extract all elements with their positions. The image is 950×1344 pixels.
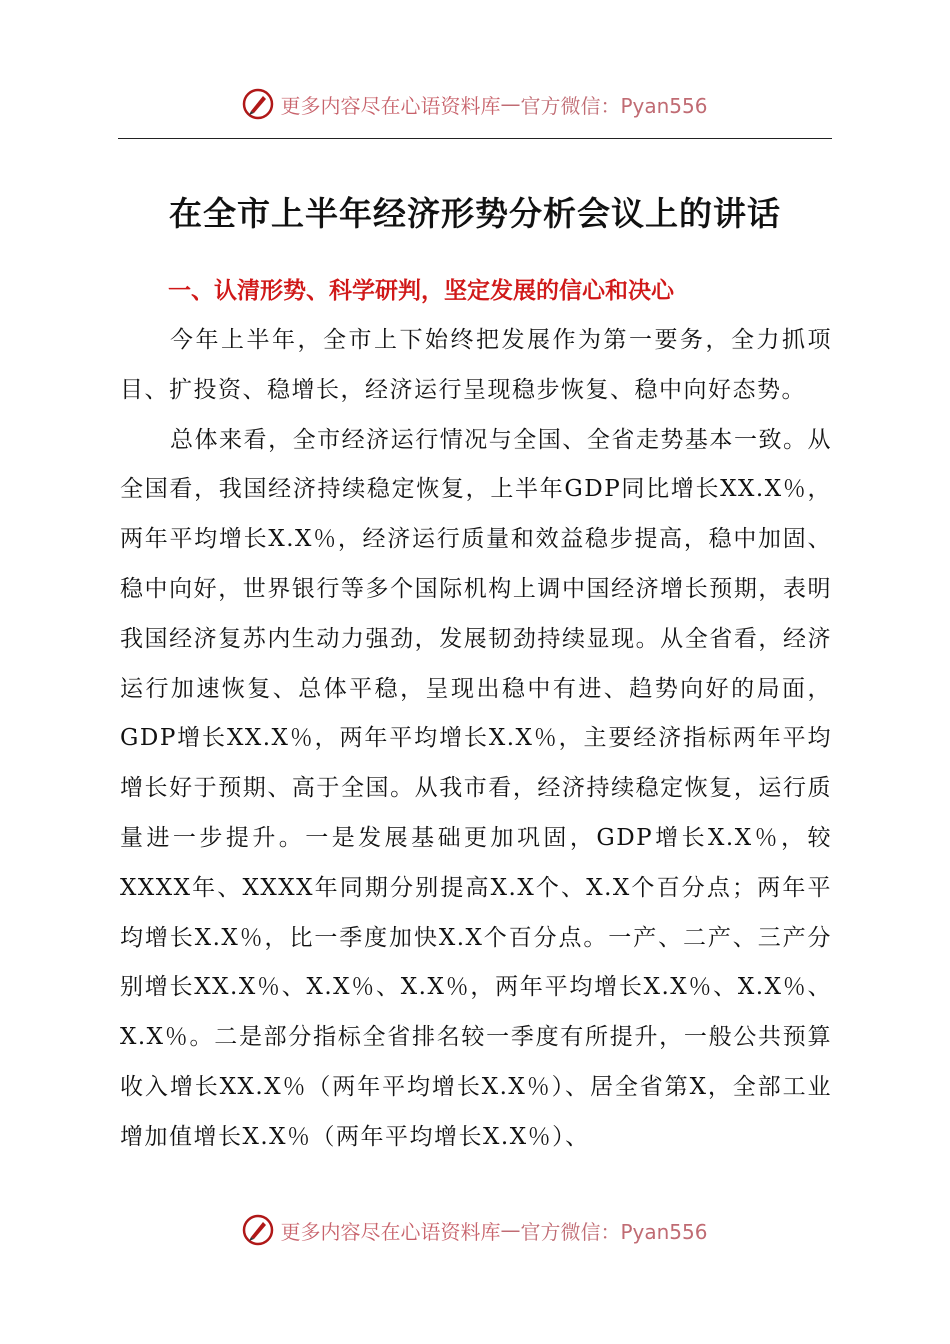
watermark-dash: — — [500, 1218, 521, 1242]
document-body — [120, 316, 832, 1163]
watermark-text: 更多内容尽在心语资料库 — [280, 93, 501, 118]
paragraph-1: 今年上半年，全市上下始终把发展作为第一要务，全力抓项目、扩投资、稳增长，经济运行呈现稳步恢复、稳中向好态势。 — [120, 327, 832, 403]
document-title: 在全市上半年经济形势分析会议上的讲话 — [169, 194, 781, 233]
pen-logo-icon — [242, 1214, 274, 1246]
pen-logo-icon — [242, 88, 274, 120]
watermark-dash: — — [500, 92, 521, 116]
watermark-wechat: 官方微信：Pyan556 — [520, 93, 708, 118]
header-divider — [118, 138, 832, 139]
section-heading: 一、认清形势、科学研判，坚定发展的信心和决心 — [168, 278, 674, 304]
footer-watermark — [0, 1210, 950, 1250]
header-watermark — [0, 84, 950, 124]
watermark-wechat: 官方微信：Pyan556 — [520, 1219, 708, 1244]
watermark-text: 更多内容尽在心语资料库 — [280, 1219, 501, 1244]
paragraph-2: 总体来看，全市经济运行情况与全国、全省走势基本一致。从全国看，我国经济持续稳定恢复，上半年GDP同比增长XX.X％，两年平均增长X.X％，经济运行质量和效益稳步提高，稳中加固、稳中向好，世界银行等多个国际机构上调中国经济增长预期，表明我国经济复苏内生动力强劲，发展韧劲持续显现。从全省看，经济运行加速恢复、总体平稳，呈现出稳中有进、趋势向好的局面，GDP增长XX.X％，两年平均增长X.X％，主要经济指标两年平均增长好于预期、高于全国。从我市看，经济持续稳定恢复，运行质量进一步提升。一是发展基础更加巩固，GDP增长X.X％，较XXXX年、XXXX年同期分别提高X.X个、X.X个百分点；两年平均增长X.X％，比一季度加快X.X个百分点。一产、二产、三产分别增长XX.X％、X.X％、X.X％，两年平均增长X.X％、X.X％、X.X％。二是部分指标全省排名较一季度有所提升，一般公共预算收入增长XX.X％（两年平均增长X.X％）、居全省第X，全部工业增加值增长X.X％（两年平均增长X.X％）、 — [120, 426, 832, 1150]
